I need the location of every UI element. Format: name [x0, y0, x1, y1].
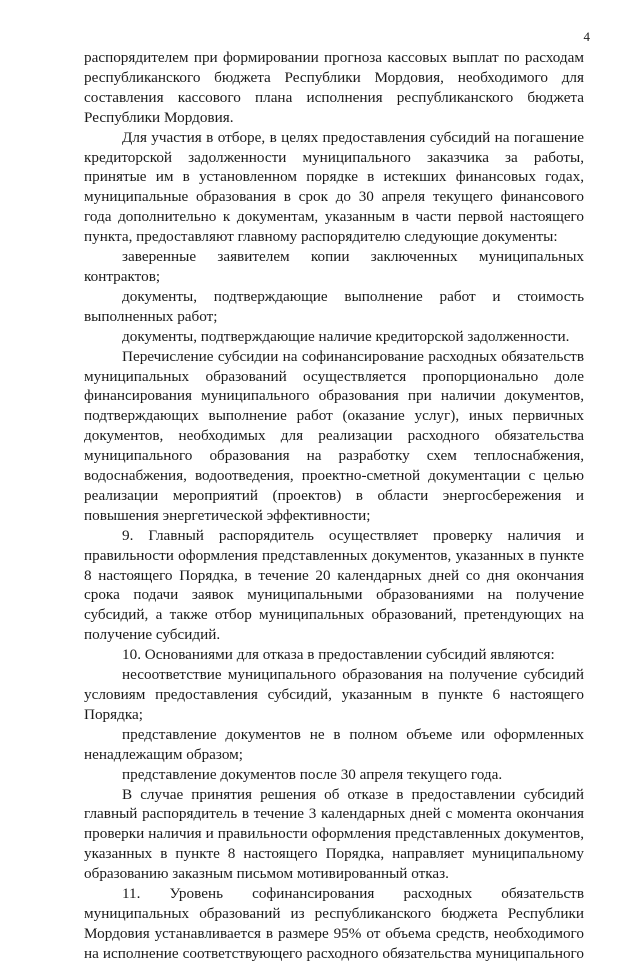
paragraph-subsidy-transfer: Перечисление субсидии на софинансирование расходных обязательств муниципальных образований осуществляется пропорционально доле финансирования муниципального образования при наличии документов, подтверждающих выполнение работ (оказание услуг), иных первичных документов, необходимых для реализации расходного обязательства муниципального образования на разработку схем теплоснабжения, водоснабжения, водоотведения, проектно-сметной документации с целью реализации мероприятий (проектов) в области энергосбережения и повышения энергетической эффективности;: [84, 347, 584, 524]
paragraph-clause-10: 10. Основаниями для отказа в предоставлении субсидий являются:: [122, 646, 555, 664]
paragraph-selection-participation: Для участия в отборе, в целях предоставления субсидий на погашение кредиторской задолженности муниципального заказчика за работы, принятые им в установленном порядке в истекших финансовых годах, муниципальные образования в срок до 30 апреля текущего финансового года дополнительно к документам, указанным в части первой настоящего пункта, предоставляют главному распорядителю следующие документы:: [84, 128, 584, 246]
paragraph-refusal-procedure: В случае принятия решения об отказе в предоставлении субсидий главный распорядитель в течение 3 календарных дней с момента окончания проверки наличия и правильности оформления представленных документов, указанных в пункте 8 настоящего Порядка, направляет муниципальному образованию заказным письмом мотивированный отказ.: [84, 785, 584, 883]
list-item-late-submission: представление документов после 30 апреля текущего года.: [122, 765, 503, 783]
list-item-works-confirmation: документы, подтверждающие выполнение работ и стоимость выполненных работ;: [84, 287, 584, 325]
paragraph-clause-9: 9. Главный распорядитель осуществляет проверку наличия и правильности оформления представленных документов, указанных в пункте 8 настоящего Порядка, в течение 20 календарных дней со дня окончания срока подачи заявок муниципальными образованиями на получение субсидий, а также отбор муниципальных образований, претендующих на получение субсидий.: [84, 526, 584, 644]
list-item-debt-confirmation: документы, подтверждающие наличие кредиторской задолженности.: [122, 327, 570, 345]
paragraph-budget-forecast: распорядителем при формировании прогноза кассовых выплат по расходам республиканского бюджета Республики Мордовия, необходимого для составления кассового плана исполнения республиканского бюджета Республики Мордовия.: [84, 49, 584, 126]
list-item-contracts-copies: заверенные заявителем копии заключенных муниципальных контрактов;: [84, 248, 584, 285]
list-item-incomplete-documents: представление документов не в полном объеме или оформленных ненадлежащим образом;: [84, 725, 584, 763]
list-item-nonconformity: несоответствие муниципального образования на получение субсидий условиям предоставления субсидий, указанным в пункте 6 настоящего Порядка;: [84, 666, 584, 723]
document-body: [84, 48, 584, 964]
paragraph-clause-11: 11. Уровень софинансирования расходных обязательств муниципальных образований из республиканского бюджета Республики Мордовия устанавливается в размере 95% от объема средств, необходимого на исполнение соответствующего расходного обязательства муниципального: [84, 885, 584, 962]
page-number: 4: [583, 29, 590, 44]
